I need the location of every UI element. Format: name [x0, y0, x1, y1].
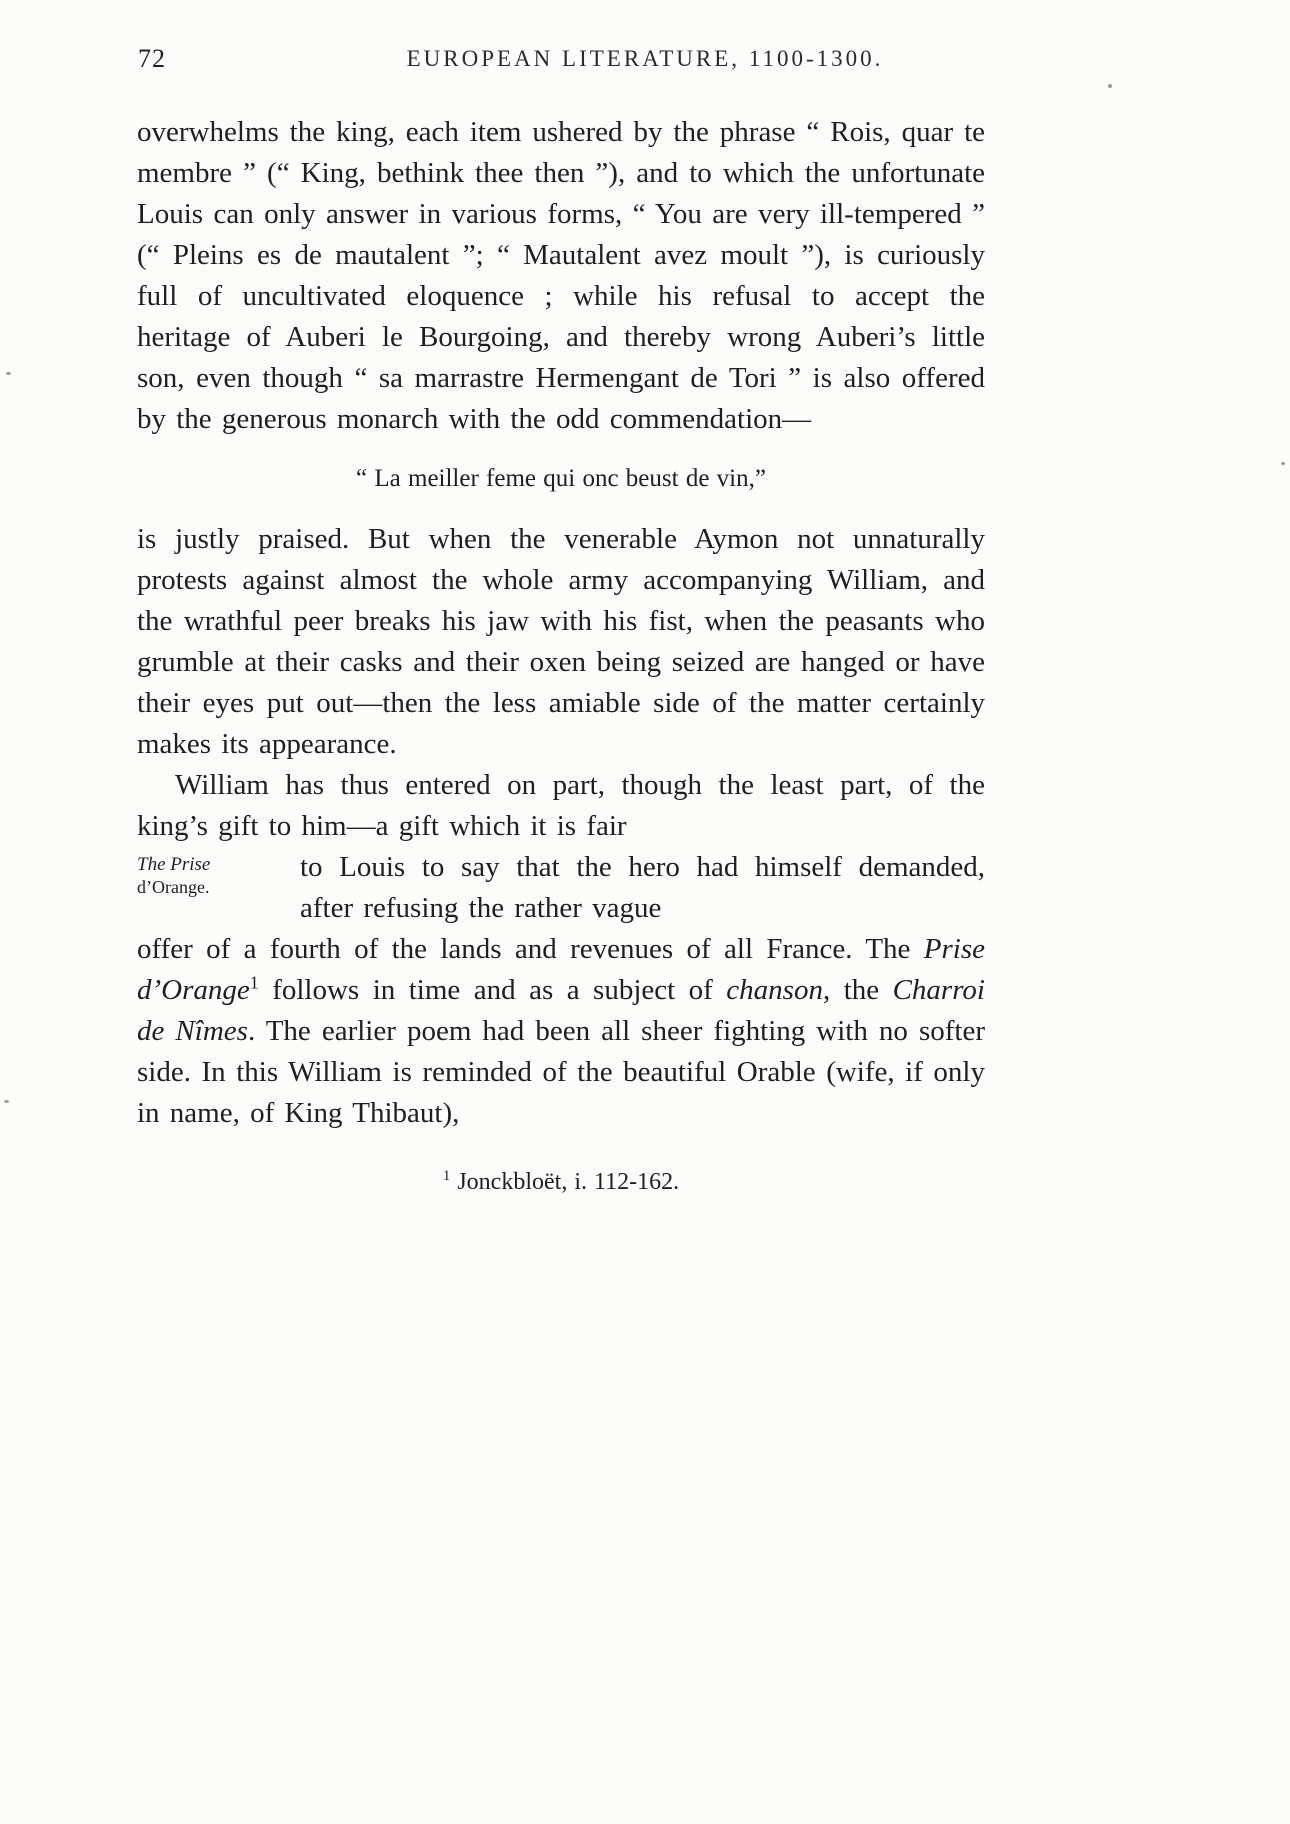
sidenote-line-2: d’Orange.	[137, 877, 210, 897]
page-header	[0, 0, 1290, 82]
page-body	[137, 112, 985, 1203]
sidenote-line-1: The Prise	[137, 854, 211, 875]
paragraph-3-part-2: to Louis to say that the hero had himself demanded, after refusing the rather vague	[300, 851, 985, 924]
footnote-marker: 1	[442, 1168, 451, 1184]
paragraph-3-part-3: offer of a fourth of the lands and revenues of all France. The Prise d’Orange$^1$ follows in time and as a subject of chanson, the Charroi de Nîmes. The earlier poem had been all sheer fighting with no softer side. In this William is reminded of the beautiful Orable (wife, if only in name, of King Thibaut),	[137, 933, 985, 1129]
scan-artifact	[1108, 84, 1112, 88]
sidenote-prise-dorange	[137, 847, 300, 899]
page-number: 72	[138, 44, 166, 73]
scan-artifact	[1281, 462, 1285, 465]
paragraph-3-part-1: William has thus entered on part, though the least part, of the king’s gift to him—a gift which it is fair	[137, 769, 985, 842]
footnote	[137, 1162, 985, 1203]
running-title: EUROPEAN LITERATURE, 1100-1300.	[406, 46, 884, 71]
paragraph-1: overwhelms the king, each item ushered by the phrase “ Rois, quar te membre ” (“ King, bethink thee then ”), and to which the unfortunate Louis can only answer in various forms, “ You are very ill-tempered ” (“ Pleins es de mautalent ”; “ Mautalent avez moult ”), is curiously full of uncultivated eloquence ; while his refusal to accept the heritage of Auberi le Bourgoing, and thereby wrong Auberi’s little son, even though “ sa marrastre Hermengant de Tori ” is also offered by the generous monarch with the odd commendation—	[137, 116, 985, 435]
verse-quote: “ La meiller feme qui onc beust de vin,”	[356, 465, 766, 492]
scan-artifact	[4, 1100, 9, 1103]
paragraph-3-sidenote-row	[137, 847, 985, 929]
footnote-text: Jonckbloët, i. 112-162.	[450, 1169, 680, 1195]
scan-artifact	[6, 372, 11, 375]
paragraph-2: is justly praised. But when the venerable Aymon not unnaturally protests against almost the whole army accompanying William, and the wrathful peer breaks his jaw with his fist, when the peasants who grumble at their casks and their oxen being seized are hanged or have their eyes put out—then the less amiable side of the matter certainly makes its appearance.	[137, 523, 985, 760]
